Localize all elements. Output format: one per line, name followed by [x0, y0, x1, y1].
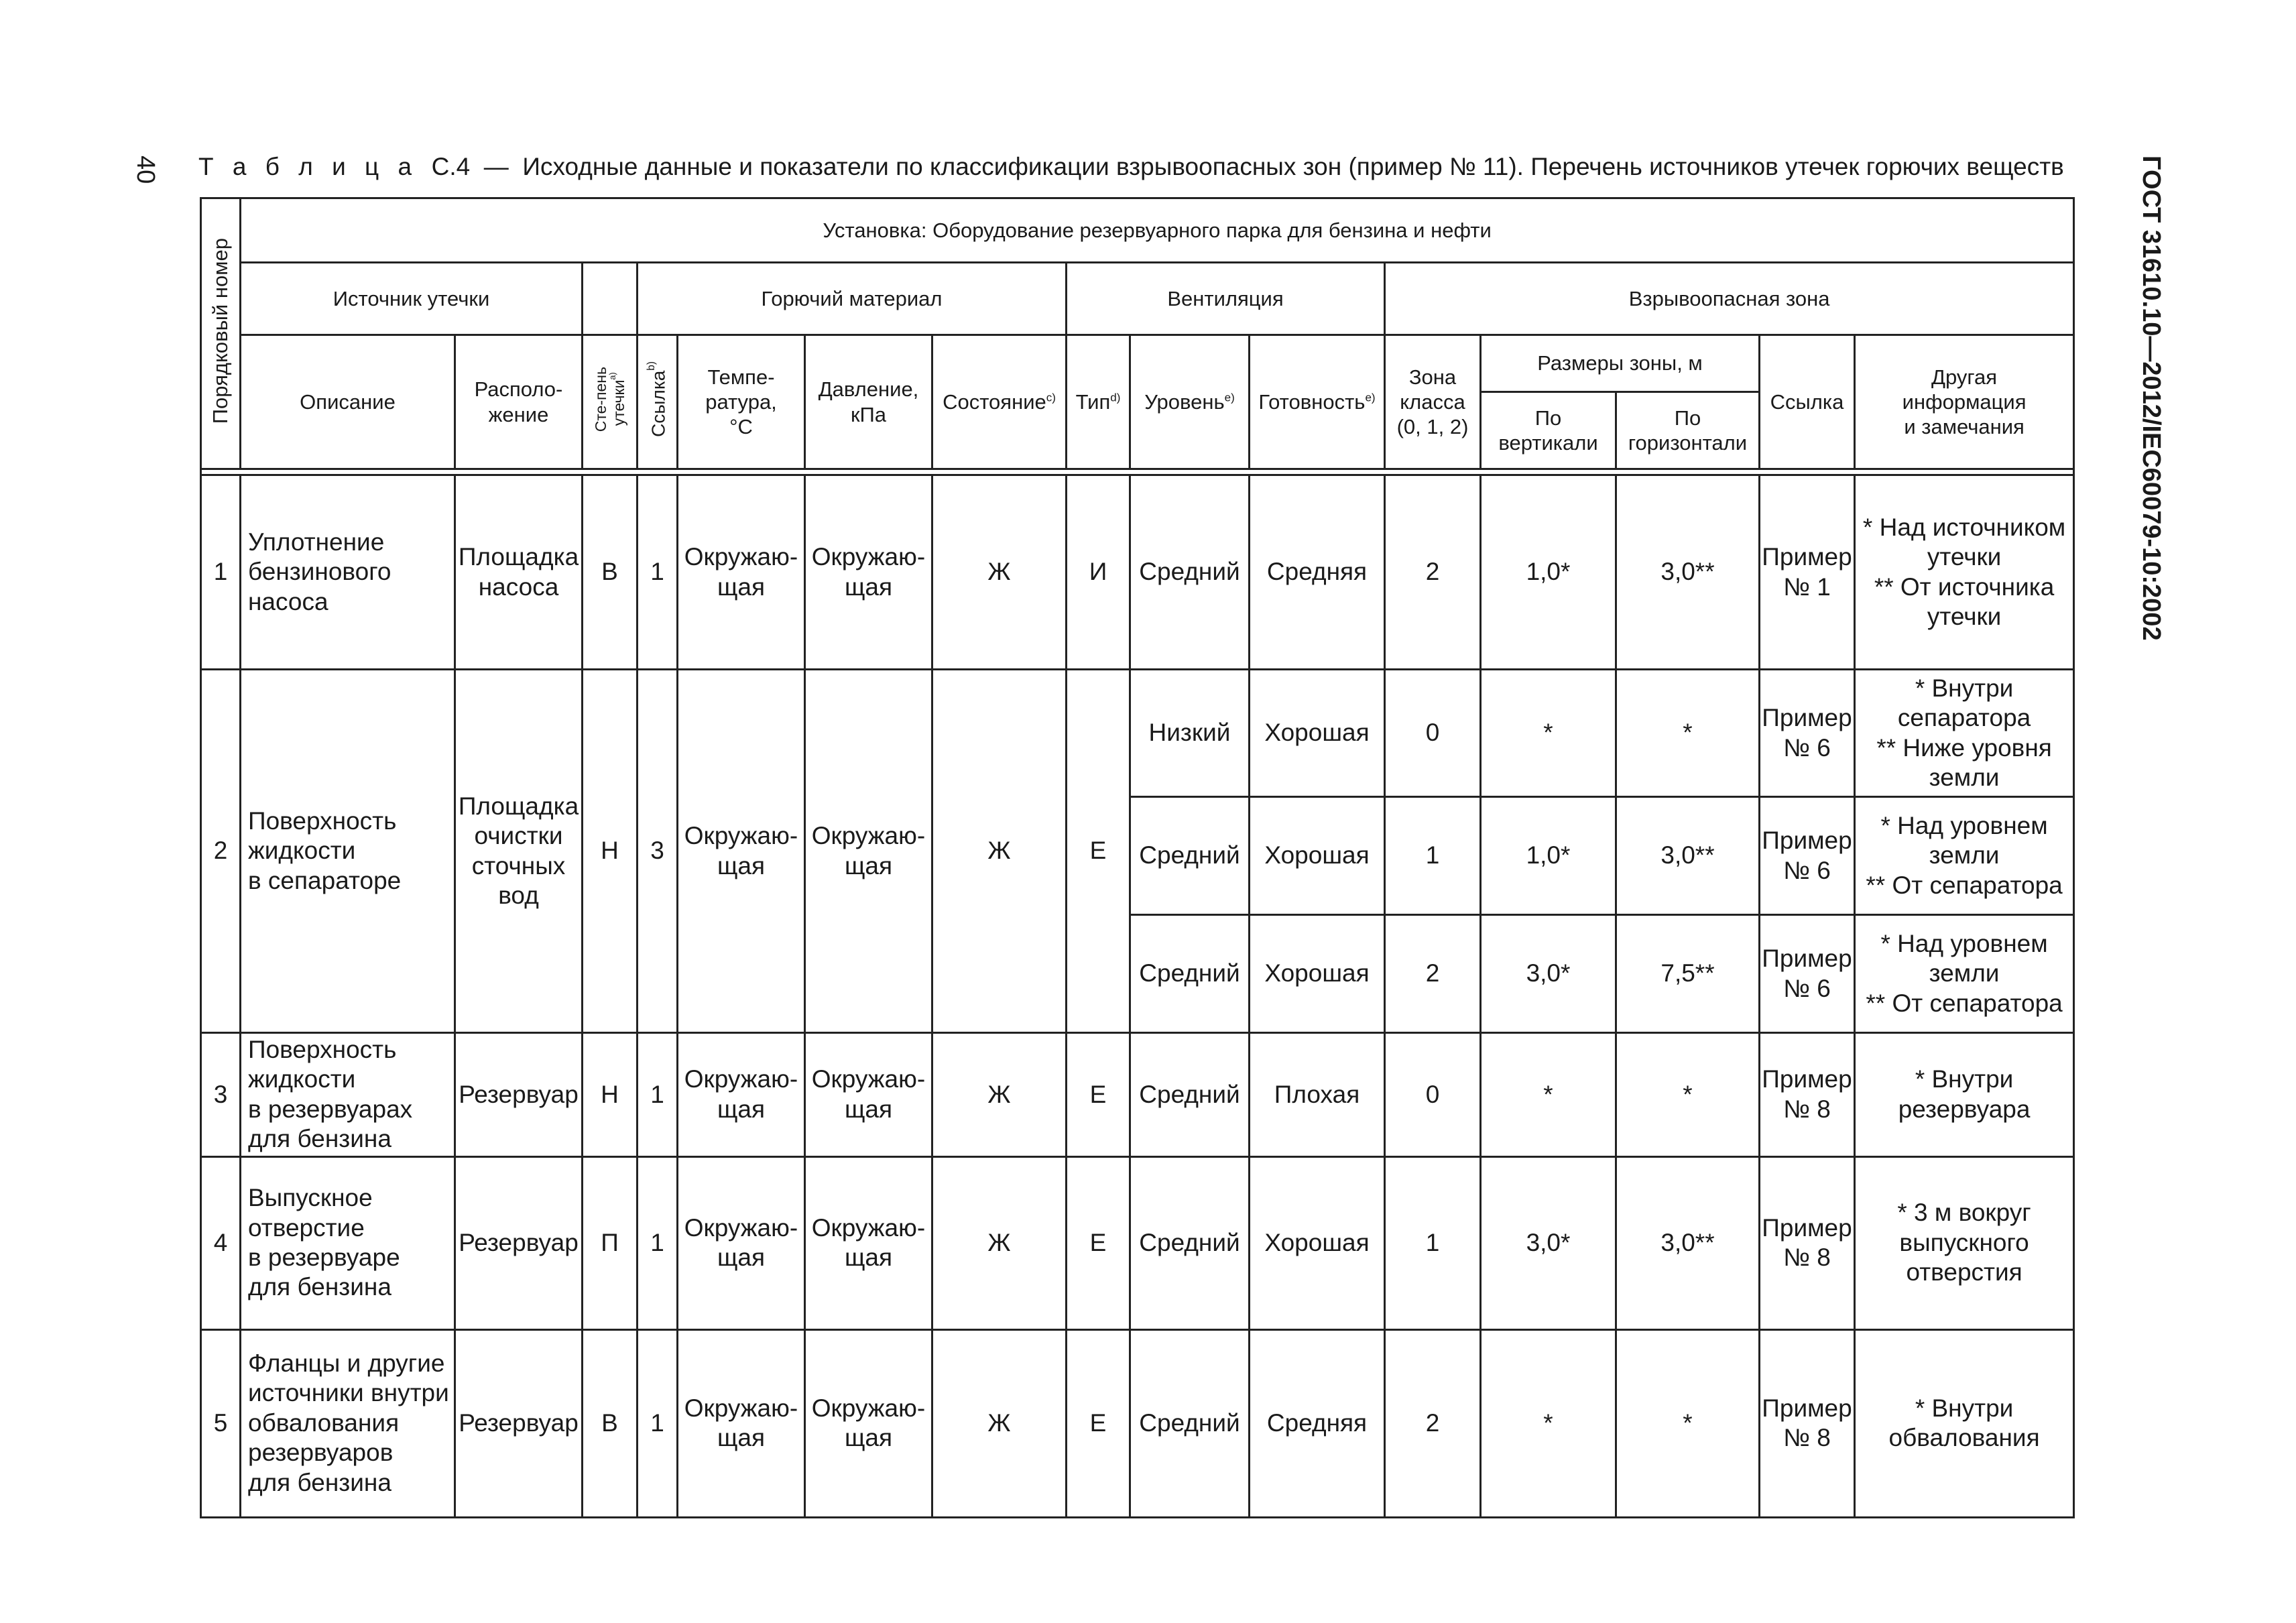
cell-row-number: 5	[201, 1329, 241, 1517]
cell-location: Резервуар	[455, 1329, 583, 1517]
cell-zone-class: 0	[1385, 1033, 1481, 1157]
cell-vertical: 3,0*	[1481, 1156, 1616, 1329]
header-installation: Установка: Оборудование резервуарного парка для бензина и нефти	[241, 198, 2074, 263]
cell-state: Ж	[932, 670, 1067, 1033]
cell-zone-reference: Пример № 1	[1760, 475, 1855, 670]
leak-sources-table	[200, 197, 2075, 1518]
cell-horizontal: *	[1616, 1033, 1760, 1157]
cell-location: Площадка очистки сточных вод	[455, 670, 583, 1033]
cell-vent-type: Е	[1067, 670, 1130, 1033]
cell-location: Площадка насоса	[455, 475, 583, 670]
caption-label: Т а б л и ц а	[198, 153, 418, 180]
cell-row-number: 3	[201, 1033, 241, 1157]
cell-temperature: Окружаю- щая	[678, 670, 805, 1033]
header-row-number: Порядковый номер	[201, 198, 241, 469]
cell-description: Уплотнение бензинового насоса	[241, 475, 455, 670]
cell-zone-class: 2	[1385, 1329, 1481, 1517]
header-reference: Ссылка$^{b)}$	[638, 335, 678, 469]
header-horizontal: По горизонтали	[1616, 392, 1760, 469]
cell-vent-readiness: Плохая	[1250, 1033, 1385, 1157]
header-zone-group: Взрывоопасная зона	[1385, 263, 2074, 335]
cell-zone-reference: Пример № 8	[1760, 1329, 1855, 1517]
cell-vent-type: Е	[1067, 1329, 1130, 1517]
cell-location: Резервуар	[455, 1156, 583, 1329]
table-row	[201, 1329, 2074, 1517]
cell-pressure: Окружаю- щая	[805, 1156, 932, 1329]
cell-horizontal: *	[1616, 670, 1760, 797]
cell-zone-reference: Пример № 8	[1760, 1033, 1855, 1157]
cell-zone-class: 0	[1385, 670, 1481, 797]
cell-zone-class: 2	[1385, 475, 1481, 670]
cell-pressure: Окружаю- щая	[805, 475, 932, 670]
cell-reference: 3	[638, 670, 678, 1033]
header-other-info: Другая информация и замечания	[1855, 335, 2074, 469]
cell-vertical: *	[1481, 1033, 1616, 1157]
cell-zone-class: 1	[1385, 1156, 1481, 1329]
cell-temperature: Окружаю- щая	[678, 1033, 805, 1157]
cell-pressure: Окружаю- щая	[805, 670, 932, 1033]
header-material-group: Горючий материал	[638, 263, 1067, 335]
cell-pressure: Окружаю- щая	[805, 1033, 932, 1157]
cell-leak-degree: Н	[583, 1033, 638, 1157]
cell-vent-readiness: Хорошая	[1250, 670, 1385, 797]
cell-temperature: Окружаю- щая	[678, 475, 805, 670]
cell-state: Ж	[932, 1033, 1067, 1157]
header-temperature: Темпе- ратура, °C	[678, 335, 805, 469]
cell-reference: 1	[638, 1329, 678, 1517]
cell-description: Фланцы и другие источники внутри обвалования резервуаров для бензина	[241, 1329, 455, 1517]
cell-vent-level: Средний	[1130, 797, 1250, 915]
cell-row-number: 2	[201, 670, 241, 1033]
cell-state: Ж	[932, 1329, 1067, 1517]
cell-notes: * Внутри сепаратора ** Ниже уровня земли	[1855, 670, 2074, 797]
cell-horizontal: 3,0**	[1616, 797, 1760, 915]
cell-row-number: 1	[201, 475, 241, 670]
cell-row-number: 4	[201, 1156, 241, 1329]
cell-vertical: 1,0*	[1481, 797, 1616, 915]
cell-horizontal: 7,5**	[1616, 915, 1760, 1033]
cell-description: Поверхность жидкости в сепараторе	[241, 670, 455, 1033]
page-number: 40	[131, 156, 160, 184]
caption-number: С.4	[431, 153, 471, 180]
table-caption	[198, 153, 2064, 181]
cell-zone-reference: Пример № 6	[1760, 915, 1855, 1033]
header-vertical: По вертикали	[1481, 392, 1616, 469]
cell-vent-level: Средний	[1130, 1329, 1250, 1517]
cell-vent-readiness: Хорошая	[1250, 915, 1385, 1033]
header-vent-readiness: Готовность$^{e)}$	[1250, 335, 1385, 469]
cell-vent-readiness: Хорошая	[1250, 797, 1385, 915]
document-standard-title: ГОСТ 31610.10—2012/IEC60079-10:2002	[2137, 156, 2165, 641]
cell-vent-type: Е	[1067, 1033, 1130, 1157]
header-ventilation-group: Вентиляция	[1067, 263, 1385, 335]
table-row	[201, 670, 2074, 797]
header-state: Состояние$^{c)}$	[932, 335, 1067, 469]
cell-notes: * Внутри обвалования	[1855, 1329, 2074, 1517]
header-source-group: Источник утечки	[241, 263, 583, 335]
cell-vertical: 3,0*	[1481, 915, 1616, 1033]
header-location: Располо- жение	[455, 335, 583, 469]
cell-horizontal: 3,0**	[1616, 1156, 1760, 1329]
header-vent-type: Тип$^{d)}$	[1067, 335, 1130, 469]
cell-notes: * Над уровнем земли ** От сепаратора	[1855, 797, 2074, 915]
cell-vertical: *	[1481, 1329, 1616, 1517]
cell-zone-reference: Пример № 6	[1760, 797, 1855, 915]
cell-state: Ж	[932, 475, 1067, 670]
cell-zone-class: 1	[1385, 797, 1481, 915]
caption-text: Исходные данные и показатели по классификации взрывоопасных зон (пример № 11). Перечень источников утечек горючих веществ	[522, 153, 2064, 180]
table-body	[201, 475, 2074, 1518]
caption-dash: —	[483, 153, 509, 180]
header-leak-degree: Сте-пень утечки$^{a)}$	[583, 335, 638, 469]
table-row	[201, 1033, 2074, 1157]
cell-zone-reference: Пример № 6	[1760, 670, 1855, 797]
table-row	[201, 475, 2074, 670]
cell-notes: * Над источником утечки ** От источника утечки	[1855, 475, 2074, 670]
cell-vertical: 1,0*	[1481, 475, 1616, 670]
header-zone-dimensions: Размеры зоны, м	[1481, 335, 1760, 392]
cell-vent-type: И	[1067, 475, 1130, 670]
header-zone-reference: Ссылка	[1760, 335, 1855, 469]
cell-vent-type: Е	[1067, 1156, 1130, 1329]
cell-pressure: Окружаю- щая	[805, 1329, 932, 1517]
cell-horizontal: 3,0**	[1616, 475, 1760, 670]
header-zone-class: Зона класса (0, 1, 2)	[1385, 335, 1481, 469]
cell-description: Поверхность жидкости в резервуарах для бензина	[241, 1033, 455, 1157]
cell-vertical: *	[1481, 670, 1616, 797]
header-pressure: Давление, кПа	[805, 335, 932, 469]
cell-description: Выпускное отверстие в резервуаре для бензина	[241, 1156, 455, 1329]
cell-zone-class: 2	[1385, 915, 1481, 1033]
cell-vent-level: Средний	[1130, 1033, 1250, 1157]
cell-vent-readiness: Средняя	[1250, 1329, 1385, 1517]
cell-horizontal: *	[1616, 1329, 1760, 1517]
cell-location: Резервуар	[455, 1033, 583, 1157]
cell-vent-level: Низкий	[1130, 670, 1250, 797]
cell-notes: * Внутри резервуара	[1855, 1033, 2074, 1157]
cell-leak-degree: Н	[583, 670, 638, 1033]
cell-reference: 1	[638, 475, 678, 670]
table-row	[201, 1156, 2074, 1329]
cell-leak-degree: В	[583, 1329, 638, 1517]
header-empty	[583, 263, 638, 335]
cell-vent-level: Средний	[1130, 475, 1250, 670]
cell-temperature: Окружаю- щая	[678, 1329, 805, 1517]
cell-vent-level: Средний	[1130, 915, 1250, 1033]
cell-reference: 1	[638, 1156, 678, 1329]
cell-state: Ж	[932, 1156, 1067, 1329]
cell-temperature: Окружаю- щая	[678, 1156, 805, 1329]
cell-zone-reference: Пример № 8	[1760, 1156, 1855, 1329]
header-description: Описание	[241, 335, 455, 469]
header-vent-level: Уровень$^{e)}$	[1130, 335, 1250, 469]
cell-reference: 1	[638, 1033, 678, 1157]
cell-leak-degree: В	[583, 475, 638, 670]
cell-notes: * 3 м вокруг выпускного отверстия	[1855, 1156, 2074, 1329]
cell-notes: * Над уровнем земли ** От сепаратора	[1855, 915, 2074, 1033]
cell-leak-degree: П	[583, 1156, 638, 1329]
cell-vent-readiness: Средняя	[1250, 475, 1385, 670]
cell-vent-level: Средний	[1130, 1156, 1250, 1329]
cell-vent-readiness: Хорошая	[1250, 1156, 1385, 1329]
